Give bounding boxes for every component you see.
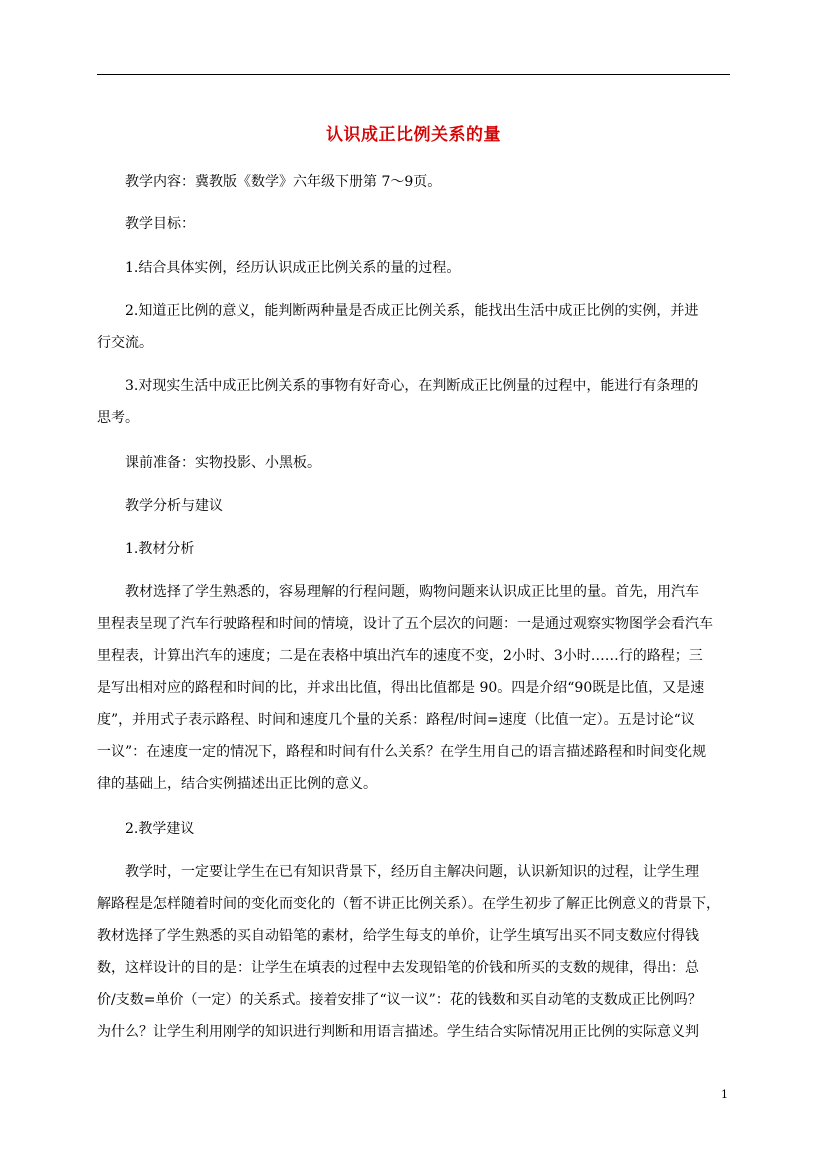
body-line: 课前准备：实物投影、小黑板。 [125, 455, 321, 471]
body-line: 思考。 [97, 410, 139, 426]
body-line: 教学目标： [125, 216, 195, 232]
section-heading: 1.教材分析 [125, 541, 195, 557]
body-line: 为什么？让学生利用刚学的知识进行判断和用语言描述。学生结合实际情况用正比例的实际意义判 [97, 1024, 699, 1040]
body-line: 1.结合具体实例，经历认识成正比例关系的量的过程。 [125, 260, 461, 276]
body-line: 教材选择了学生熟悉的买自动铅笔的素材，给学生每支的单价，让学生填写出买不同支数应付得钱 [97, 928, 699, 944]
section-heading: 2.教学建议 [125, 821, 195, 837]
section-heading: 教学分析与建议 [125, 498, 223, 514]
body-line: 3.对现实生活中成正比例关系的事物有好奇心，在判断成正比例量的过程中，能进行有条理的 [125, 378, 699, 394]
body-line: 教材选择了学生熟悉的，容易理解的行程问题，购物问题来认识成正比里的量。首先，用汽车 [125, 584, 699, 600]
page-number: 1 [721, 1088, 728, 1101]
body-line: 教学时，一定要让学生在已有知识背景下，经历自主解决问题，认识新知识的过程，让学生理 [125, 864, 699, 880]
body-line: 是写出相对应的路程和时间的比，并求出比值，得出比值都是 90。四是介绍“90既是比值，又是速 [97, 680, 705, 696]
document-title: 认识成正比例关系的量 [326, 125, 501, 145]
body-line: 解路程是怎样随着时间的变化而变化的（暂不讲正比例关系）。在学生初步了解正比例意义的背景下， [97, 896, 720, 912]
body-line: 里程表，计算出汽车的速度；二是在表格中填出汽车的速度不变，2小时、3小时……行的路程；三 [97, 648, 703, 664]
body-line: 里程表呈现了汽车行驶路程和时间的情境，设计了五个层次的问题：一是通过观察实物图学会看汽车 [97, 616, 713, 632]
body-line: 行交流。 [97, 335, 153, 351]
body-line: 2.知道正比例的意义，能判断两种量是否成正比例关系，能找出生活中成正比例的实例，并进 [125, 303, 699, 319]
body-line: 一议”：在速度一定的情况下，路程和时间有什么关系？在学生用自己的语言描述路程和时间变化规 [97, 744, 707, 760]
body-line: 数，这样设计的目的是：让学生在填表的过程中去发现铅笔的价钱和所买的支数的规律，得出：总 [97, 960, 699, 976]
body-line: 价/支数=单价（一定）的关系式。接着安排了“议一议”：花的钱数和买自动笔的支数成正比例吗？ [97, 992, 702, 1008]
body-line: 教学内容：冀教版《数学》六年级下册第 7～9页。 [125, 174, 442, 190]
body-line: 度”，并用式子表示路程、时间和速度几个量的关系：路程/时间=速度（比值一定）。五是讨论“议 [97, 712, 695, 728]
body-line: 律的基础上，结合实例描述出正比例的意义。 [97, 776, 377, 792]
header-rule [97, 74, 730, 75]
